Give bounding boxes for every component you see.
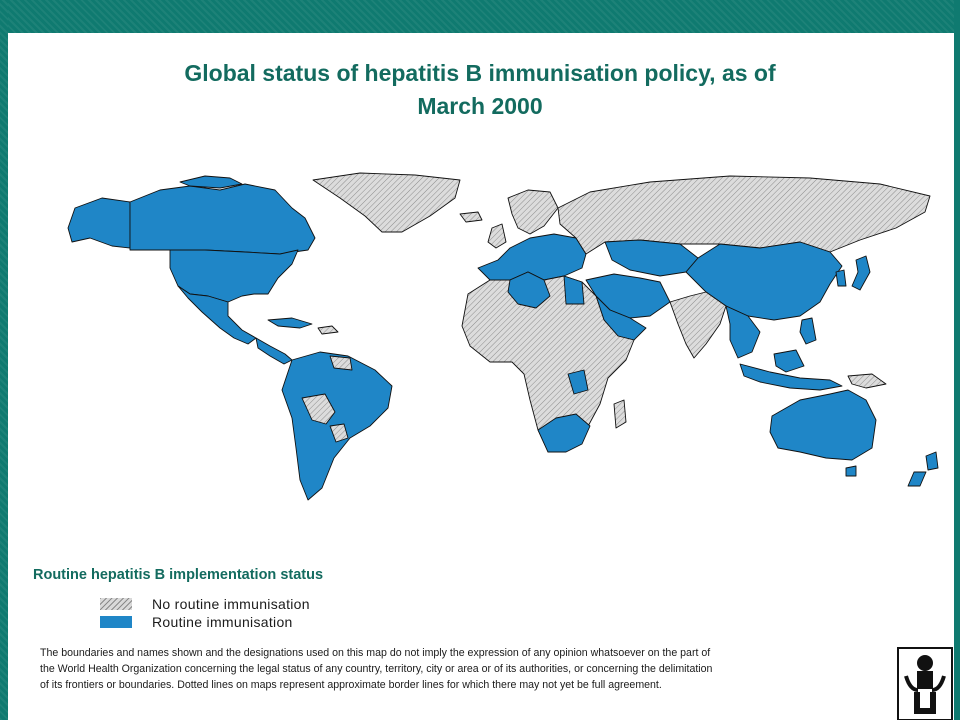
slide-top-border	[0, 0, 960, 33]
region-australia	[770, 390, 876, 460]
region-scandinavia	[508, 190, 558, 234]
region-philippines	[800, 318, 816, 344]
disclaimer-line-2: the World Health Organization concerning the legal status of any country, territory, city or area or of its authorities, or concerning the delimitation	[40, 663, 713, 675]
region-tasmania	[846, 466, 856, 476]
region-central-america	[256, 338, 292, 364]
region-korea	[836, 270, 846, 286]
page-title-line-1: Global status of hepatitis B immunisation policy, as of	[184, 60, 776, 86]
region-arctic-islands	[180, 176, 242, 188]
slide-left-border	[0, 0, 8, 720]
disclaimer-line-3: of its frontiers or boundaries. Dotted lines on maps represent approximate border lines for which there may not yet be full agreement.	[40, 679, 662, 691]
region-cuba	[268, 318, 312, 328]
page-title-line-2: March 2000	[417, 93, 543, 119]
region-uk	[488, 224, 506, 248]
region-japan	[852, 256, 870, 290]
region-kazakhstan	[605, 240, 698, 276]
region-borneo	[774, 350, 804, 372]
region-greenland	[313, 173, 460, 232]
hatched-swatch-icon	[100, 598, 132, 610]
map-disclaimer	[40, 645, 895, 693]
slide-right-border	[954, 0, 960, 720]
blue-swatch-icon	[100, 616, 132, 628]
legend-item-routine	[100, 615, 293, 629]
disclaimer-line-1: The boundaries and names shown and the designations used on this map do not imply the expression of any opinion whatsoever on the part of	[40, 647, 711, 659]
legend-heading: Routine hepatitis B implementation status	[33, 567, 324, 583]
region-papua-new-guinea	[848, 374, 886, 388]
region-alaska	[68, 198, 130, 248]
legend-label-none: No routine immunisation	[152, 596, 310, 612]
legend-item-none	[100, 597, 310, 611]
region-new-zealand-south	[908, 472, 926, 486]
region-hispaniola	[318, 326, 338, 334]
page-title	[60, 57, 900, 123]
legend-label-routine: Routine immunisation	[152, 614, 293, 630]
who-logo-icon	[896, 646, 954, 720]
world-map	[30, 168, 946, 508]
region-madagascar	[614, 400, 626, 428]
world-map-svg	[30, 168, 946, 508]
region-south-asia	[670, 292, 726, 358]
region-new-zealand	[926, 452, 938, 470]
region-egypt	[564, 276, 584, 304]
region-canada	[130, 184, 315, 254]
region-iceland	[460, 212, 482, 222]
